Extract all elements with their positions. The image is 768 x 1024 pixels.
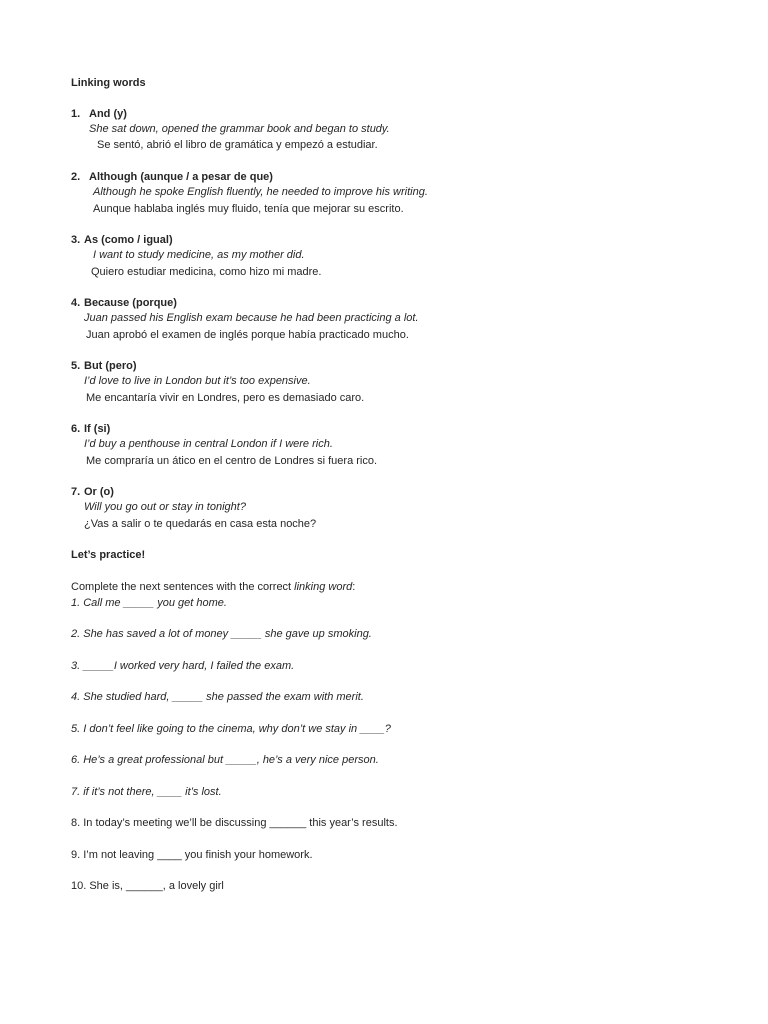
item-4-spanish-translation: Juan aprobó el examen de inglés porque había practicado mucho. xyxy=(86,329,409,341)
item-2-spanish-translation: Aunque hablaba inglés muy fluido, tenía que mejorar su escrito. xyxy=(93,203,404,215)
exercise-8: 8. In today’s meeting we’ll be discussing ______ this year’s results. xyxy=(71,817,398,829)
item-1-english-example: She sat down, opened the grammar book and began to study. xyxy=(89,123,390,135)
item-3-english-example: I want to study medicine, as my mother did. xyxy=(93,249,305,261)
item-2-english-example: Although he spoke English fluently, he needed to improve his writing. xyxy=(93,186,428,198)
item-3-heading: As (como / igual) xyxy=(84,234,173,246)
item-3-spanish-translation: Quiero estudiar medicina, como hizo mi madre. xyxy=(91,266,322,278)
instruction-colon: : xyxy=(352,581,356,593)
exercise-1: 1. Call me _____ you get home. xyxy=(71,597,227,609)
exercise-9: 9. I’m not leaving ____ you finish your homework. xyxy=(71,849,313,861)
item-1-spanish-translation: Se sentó, abrió el libro de gramática y empezó a estudiar. xyxy=(97,139,378,151)
exercise-6: 6. He’s a great professional but _____, he’s a very nice person. xyxy=(71,754,379,766)
item-2-heading: Although (aunque / a pesar de que) xyxy=(89,171,273,183)
item-5-english-example: I’d love to live in London but it’s too expensive. xyxy=(84,375,311,387)
item-5-heading: But (pero) xyxy=(84,360,137,372)
exercise-10: 10. She is, ______, a lovely girl xyxy=(71,880,224,892)
instruction-text: Complete the next sentences with the correct xyxy=(71,581,295,593)
item-5-spanish-translation: Me encantaría vivir en Londres, pero es demasiado caro. xyxy=(86,392,365,404)
item-4-number: 4. xyxy=(71,297,81,309)
instruction-emphasis: linking word xyxy=(294,581,353,593)
item-4-heading: Because (porque) xyxy=(84,297,177,309)
item-6-number: 6. xyxy=(71,423,81,435)
exercise-5: 5. I don’t feel like going to the cinema, why don’t we stay in ____? xyxy=(71,723,391,735)
item-3-number: 3. xyxy=(71,234,81,246)
item-7-number: 7. xyxy=(71,486,81,498)
item-1-heading: And (y) xyxy=(89,108,127,120)
item-2-number: 2. xyxy=(71,171,81,183)
practice-instruction xyxy=(71,580,355,594)
item-6-english-example: I’d buy a penthouse in central London if I were rich. xyxy=(84,438,333,450)
item-1-number: 1. xyxy=(71,108,81,120)
exercise-4: 4. She studied hard, _____ she passed the exam with merit. xyxy=(71,691,364,703)
exercise-7: 7. if it’s not there, ____ it’s lost. xyxy=(71,786,222,798)
exercise-3: 3. _____I worked very hard, I failed the exam. xyxy=(71,660,295,672)
exercise-2: 2. She has saved a lot of money _____ she gave up smoking. xyxy=(71,628,372,640)
item-6-spanish-translation: Me compraría un ático en el centro de Londres si fuera rico. xyxy=(86,455,378,467)
practice-title: Let’s practice! xyxy=(71,549,146,561)
item-7-heading: Or (o) xyxy=(84,486,114,498)
item-7-english-example: Will you go out or stay in tonight? xyxy=(84,501,246,513)
document-title: Linking words xyxy=(71,77,146,89)
item-6-heading: If (si) xyxy=(84,423,111,435)
item-4-english-example: Juan passed his English exam because he had been practicing a lot. xyxy=(84,312,419,324)
item-7-spanish-translation: ¿Vas a salir o te quedarás en casa esta noche? xyxy=(84,518,317,530)
item-5-number: 5. xyxy=(71,360,81,372)
